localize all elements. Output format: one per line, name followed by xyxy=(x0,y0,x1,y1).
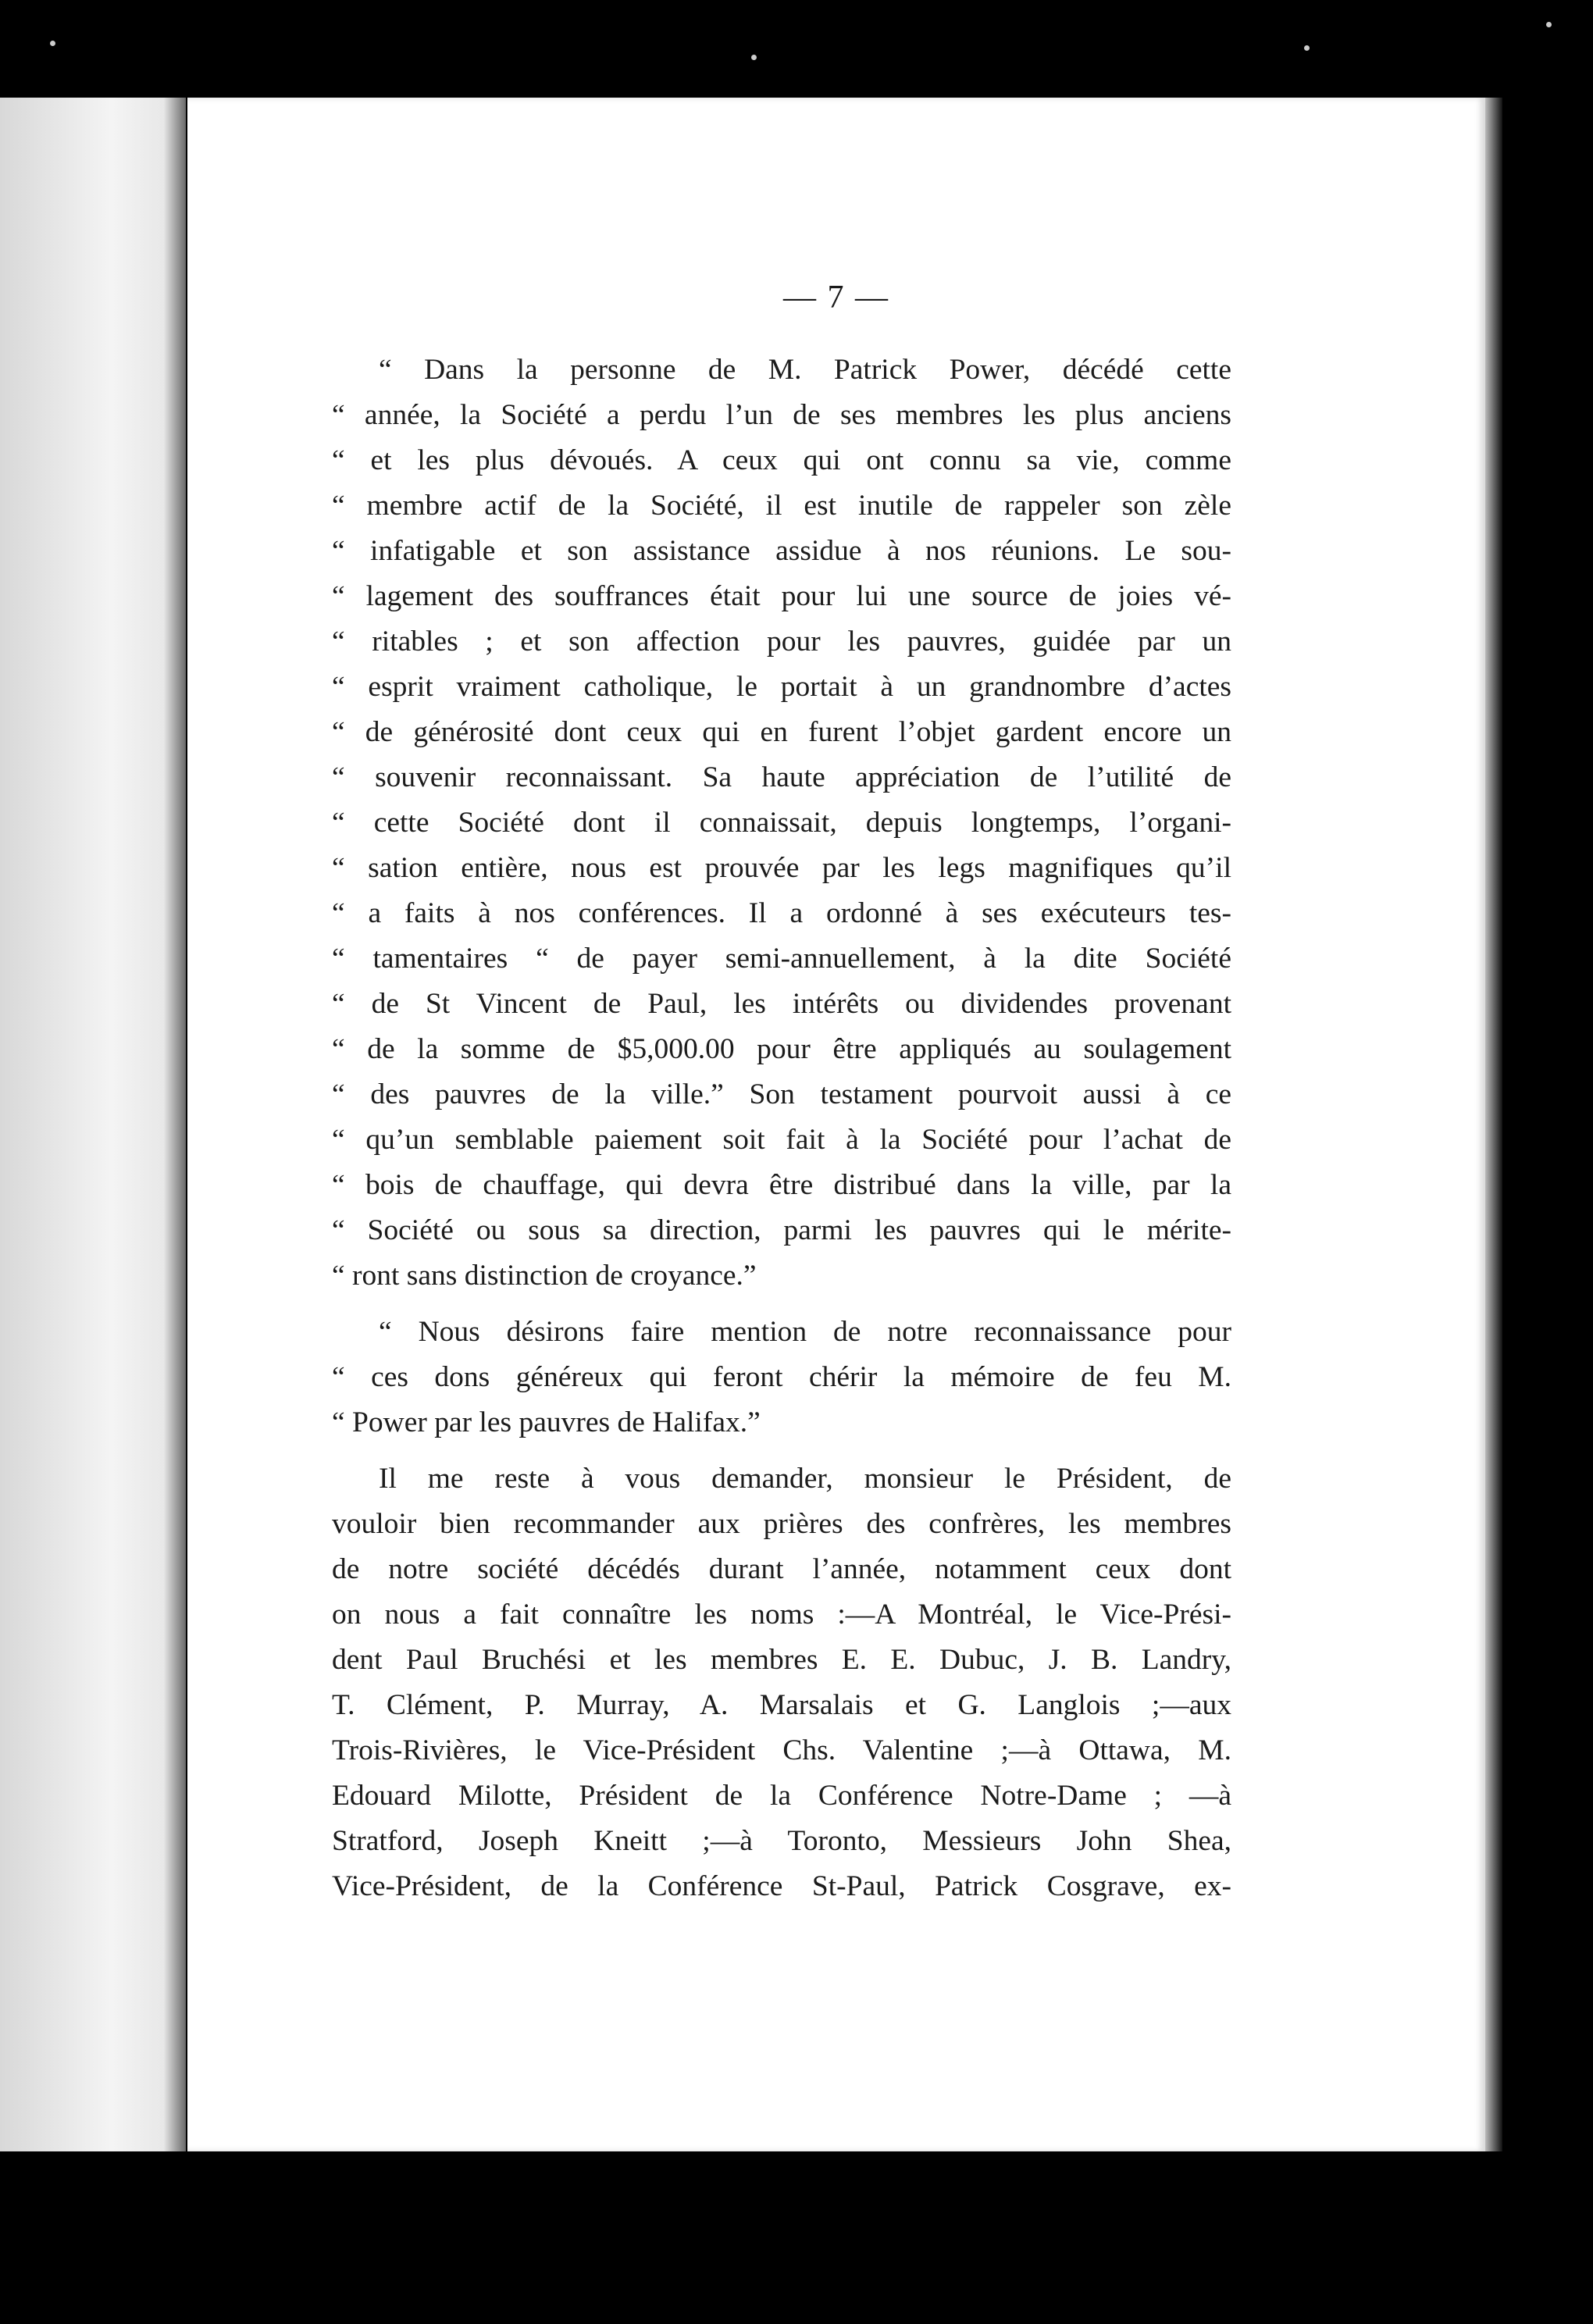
text-line: de notre société décédés durant l’année, notamment ceux dont xyxy=(332,1553,1231,1585)
text-line: Trois-Rivières, le Vice-Président Chs. Valentine ;—à Ottawa, M. xyxy=(332,1734,1231,1766)
text-line: “ infatigable et son assistance assidue à nos réunions. Le sou- xyxy=(332,535,1231,567)
text-line: “ année, la Société a perdu l’un de ses membres les plus anciens xyxy=(332,399,1231,431)
text-line: “ Société ou sous sa direction, parmi les pauvres qui le mérite- xyxy=(332,1214,1231,1246)
page-edge-shadow xyxy=(1485,98,1502,2151)
text-line: “ de la somme de $5,000.00 pour être appliqués au soulagement xyxy=(332,1033,1231,1065)
text-line: “ ritables ; et son affection pour les pauvres, guidée par un xyxy=(332,626,1231,658)
text-line: Stratford, Joseph Kneitt ;—à Toronto, Messieurs John Shea, xyxy=(332,1825,1231,1857)
scan-speck xyxy=(1304,45,1310,51)
text-line: “ qu’un semblable paiement soit fait à la Société pour l’achat de xyxy=(332,1124,1231,1156)
text-line: “ cette Société dont il connaissait, depuis longtemps, l’organi- xyxy=(332,807,1231,839)
paragraph-deceased-members xyxy=(332,1456,1231,1909)
text-line: “ ront sans distinction de croyance.” xyxy=(332,1260,757,1292)
text-line: “ souvenir reconnaissant. Sa haute appréciation de l’utilité de xyxy=(332,761,1231,793)
text-line: “ lagement des souffrances était pour lui une source de joies vé- xyxy=(332,580,1231,612)
text-line: Edouard Milotte, Président de la Conférence Notre-Dame ; —à xyxy=(332,1780,1231,1812)
text-line: “ de St Vincent de Paul, les intérêts ou dividendes provenant xyxy=(332,988,1231,1020)
text-line: on nous a fait connaître les noms :—A Montréal, le Vice-Prési- xyxy=(332,1599,1231,1631)
text-line: “ des pauvres de la ville.” Son testament pourvoit aussi à ce xyxy=(332,1078,1231,1110)
text-line: “ ces dons généreux qui feront chérir la mémoire de feu M. xyxy=(332,1361,1231,1393)
paragraph-spacer xyxy=(332,1299,1231,1310)
text-line: “ sation entière, nous est prouvée par les legs magnifiques qu’il xyxy=(332,852,1231,884)
text-line: “ de générosité dont ceux qui en furent l’objet gardent encore un xyxy=(332,716,1231,748)
scan-speck xyxy=(50,41,55,46)
text-line: “ tamentaires “ de payer semi-annuellement, à la dite Société xyxy=(332,943,1231,975)
paragraph-gratitude xyxy=(332,1310,1231,1445)
text-line: dent Paul Bruchési et les membres E. E. Dubuc, J. B. Landry, xyxy=(332,1644,1231,1676)
text-line: “ Dans la personne de M. Patrick Power, décédé cette xyxy=(379,354,1231,386)
paragraph-spacer xyxy=(332,1445,1231,1456)
text-line: Il me reste à vous demander, monsieur le Président, de xyxy=(379,1463,1231,1495)
previous-page-edge xyxy=(0,98,186,2151)
text-line: “ a faits à nos conférences. Il a ordonné à ses exécuteurs tes- xyxy=(332,897,1231,929)
body-text xyxy=(332,348,1231,1909)
text-line: T. Clément, P. Murray, A. Marsalais et G. Langlois ;—aux xyxy=(332,1689,1231,1721)
document-page xyxy=(187,98,1485,2151)
text-line: “ bois de chauffage, qui devra être distribué dans la ville, par la xyxy=(332,1169,1231,1201)
text-line: “ et les plus dévoués. A ceux qui ont connu sa vie, comme xyxy=(332,444,1231,476)
scan-speck xyxy=(751,55,757,60)
text-line: vouloir bien recommander aux prières des confrères, les membres xyxy=(332,1508,1231,1540)
page-number: — 7 — xyxy=(783,280,889,315)
text-line: “ Nous désirons faire mention de notre reconnaissance pour xyxy=(379,1316,1231,1348)
text-line: “ membre actif de la Société, il est inutile de rappeler son zèle xyxy=(332,490,1231,522)
text-line: “ esprit vraiment catholique, le portait à un grandnombre d’actes xyxy=(332,671,1231,703)
paragraph-power-tribute xyxy=(332,348,1231,1299)
text-line: “ Power par les pauvres de Halifax.” xyxy=(332,1406,761,1438)
scan-speck xyxy=(1546,22,1552,27)
text-line: Vice-Président, de la Conférence St-Paul, Patrick Cosgrave, ex- xyxy=(332,1870,1231,1902)
